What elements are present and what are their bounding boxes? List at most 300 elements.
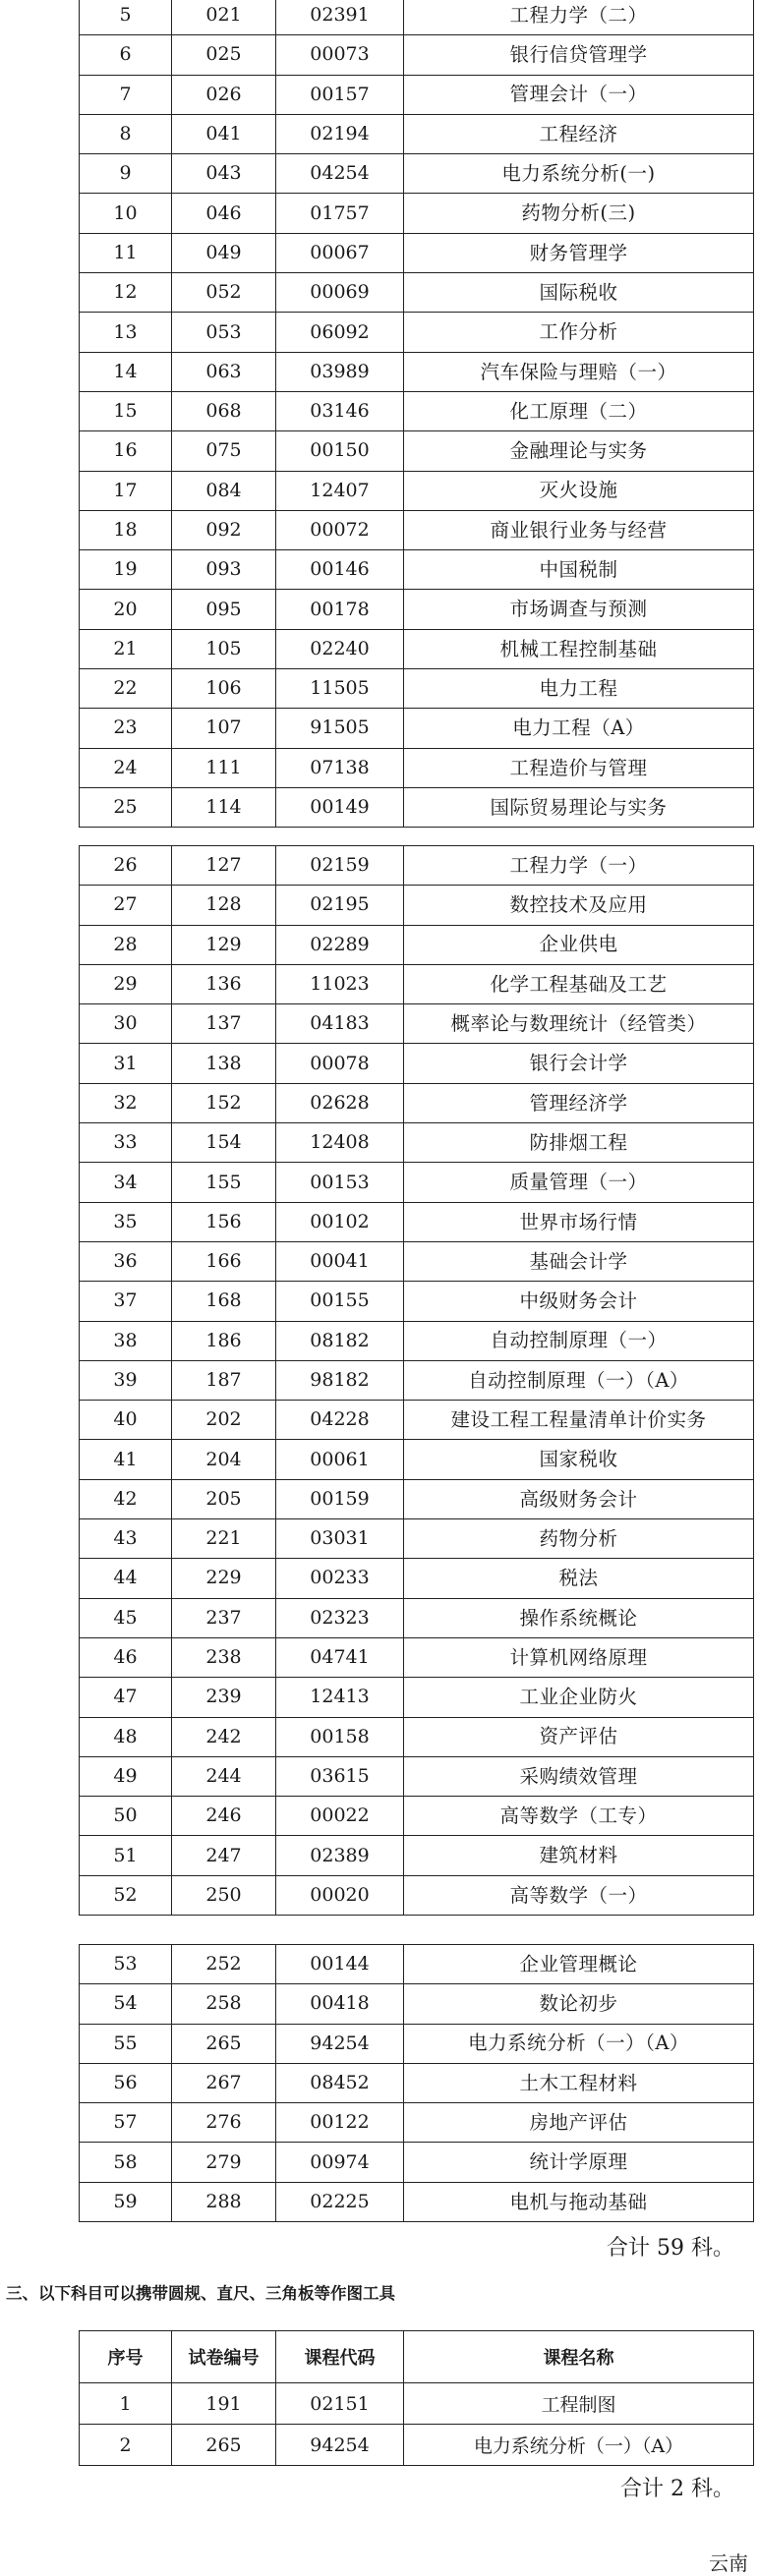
cell-paper-number: 152: [172, 1083, 276, 1122]
cell-course-code: 02389: [276, 1836, 404, 1875]
cell-course-name: 银行会计学: [404, 1044, 754, 1083]
cell-course-name: 高等数学（工专）: [404, 1797, 754, 1836]
table-row: [80, 1004, 754, 1044]
cell-course-code: 00069: [276, 273, 404, 313]
cell-paper-number: 063: [172, 352, 276, 391]
cell-course-code: 02159: [276, 846, 404, 886]
cell-paper-number: 026: [172, 75, 276, 114]
cell-index: 45: [80, 1598, 172, 1637]
table-row: [80, 2425, 754, 2466]
table-body: [80, 0, 754, 828]
cell-index: 55: [80, 2024, 172, 2063]
cell-index: 54: [80, 1984, 172, 2024]
table-row: [80, 1984, 754, 2024]
table-row: [80, 709, 754, 748]
cell-paper-number: 137: [172, 1004, 276, 1044]
cell-course-code: 00067: [276, 233, 404, 272]
cell-course-name: 国家税收: [404, 1440, 754, 1479]
course-table-part3: [79, 1944, 754, 2222]
cell-paper-number: 168: [172, 1282, 276, 1321]
cell-index: 40: [80, 1401, 172, 1440]
table-row: [80, 787, 754, 827]
table-row: [80, 1401, 754, 1440]
cell-course-code: 12413: [276, 1678, 404, 1717]
table-row: [80, 471, 754, 510]
cell-index: 51: [80, 1836, 172, 1875]
cell-course-code: 12407: [276, 471, 404, 510]
cell-course-name: 市场调查与预测: [404, 590, 754, 629]
cell-index: 6: [80, 35, 172, 75]
cell-course-code: 00159: [276, 1479, 404, 1518]
cell-paper-number: 238: [172, 1637, 276, 1677]
cell-course-code: 11505: [276, 669, 404, 709]
cell-course-name: 自动控制原理（一）（A）: [404, 1360, 754, 1400]
cell-course-name: 工程造价与管理: [404, 748, 754, 787]
cell-index: 12: [80, 273, 172, 313]
cell-course-name: 财务管理学: [404, 233, 754, 272]
cell-course-name: 数论初步: [404, 1984, 754, 2024]
cell-paper-number: 250: [172, 1875, 276, 1915]
cell-index: 34: [80, 1163, 172, 1202]
table-row: [80, 1637, 754, 1677]
table-row: [80, 1044, 754, 1083]
cell-course-code: 03989: [276, 352, 404, 391]
cell-paper-number: 129: [172, 925, 276, 964]
cell-course-name: 药物分析: [404, 1519, 754, 1559]
cell-index: 42: [80, 1479, 172, 1518]
cell-course-code: 02151: [276, 2383, 404, 2425]
cell-index: 17: [80, 471, 172, 510]
cell-course-name: 世界市场行情: [404, 1202, 754, 1241]
cell-course-code: 02323: [276, 1598, 404, 1637]
cell-paper-number: 187: [172, 1360, 276, 1400]
table-row: [80, 1479, 754, 1518]
cell-course-name: 汽车保险与理赔（一）: [404, 352, 754, 391]
cell-course-code: 02289: [276, 925, 404, 964]
cell-paper-number: 093: [172, 550, 276, 590]
cell-course-code: 06092: [276, 313, 404, 352]
cell-course-name: 建筑材料: [404, 1836, 754, 1875]
cell-course-name: 采购绩效管理: [404, 1756, 754, 1796]
cell-paper-number: 046: [172, 194, 276, 233]
cell-course-code: 00149: [276, 787, 404, 827]
cell-index: 41: [80, 1440, 172, 1479]
cell-course-code: 04254: [276, 154, 404, 194]
cell-paper-number: 288: [172, 2182, 276, 2221]
table-row: [80, 1598, 754, 1637]
cell-index: 37: [80, 1282, 172, 1321]
cell-paper-number: 186: [172, 1321, 276, 1360]
cell-index: 36: [80, 1241, 172, 1281]
table-row: [80, 1756, 754, 1796]
cell-index: 15: [80, 391, 172, 430]
cell-course-code: 00078: [276, 1044, 404, 1083]
cell-course-code: 02194: [276, 114, 404, 153]
table-row: [80, 886, 754, 925]
cell-course-name: 操作系统概论: [404, 1598, 754, 1637]
cell-paper-number: 136: [172, 964, 276, 1003]
cell-course-code: 91505: [276, 709, 404, 748]
table-row: [80, 846, 754, 886]
cell-paper-number: 205: [172, 1479, 276, 1518]
cell-index: 23: [80, 709, 172, 748]
cell-index: 32: [80, 1083, 172, 1122]
cell-course-name: 基础会计学: [404, 1241, 754, 1281]
cell-index: 38: [80, 1321, 172, 1360]
cell-course-name: 电力系统分析（一）（A）: [404, 2425, 754, 2466]
table-row: [80, 2103, 754, 2143]
cell-paper-number: 252: [172, 1945, 276, 1984]
cell-course-code: 00022: [276, 1797, 404, 1836]
cell-paper-number: 155: [172, 1163, 276, 1202]
course-table-part2: [79, 845, 754, 1916]
cell-index: 18: [80, 510, 172, 549]
cell-paper-number: 156: [172, 1202, 276, 1241]
cell-paper-number: 075: [172, 431, 276, 471]
cell-paper-number: 202: [172, 1401, 276, 1440]
cell-course-code: 04183: [276, 1004, 404, 1044]
cell-index: 53: [80, 1945, 172, 1984]
table-row: [80, 1678, 754, 1717]
table-row: [80, 154, 754, 194]
cell-paper-number: 106: [172, 669, 276, 709]
cell-paper-number: 092: [172, 510, 276, 549]
cell-course-code: 12408: [276, 1123, 404, 1163]
cell-course-code: 00072: [276, 510, 404, 549]
cell-index: 27: [80, 886, 172, 925]
table-row: [80, 233, 754, 272]
cell-course-name: 国际贸易理论与实务: [404, 787, 754, 827]
cell-index: 14: [80, 352, 172, 391]
cell-paper-number: 053: [172, 313, 276, 352]
cell-paper-number: 111: [172, 748, 276, 787]
cell-course-code: 00102: [276, 1202, 404, 1241]
cell-paper-number: 049: [172, 233, 276, 272]
cell-course-name: 工业企业防火: [404, 1678, 754, 1717]
table-row: [80, 431, 754, 471]
cell-course-name: 统计学原理: [404, 2143, 754, 2182]
cell-course-code: 00155: [276, 1282, 404, 1321]
cell-course-name: 商业银行业务与经营: [404, 510, 754, 549]
table-row: [80, 1083, 754, 1122]
table-row: [80, 1321, 754, 1360]
cell-course-name: 高等数学（一）: [404, 1875, 754, 1915]
cell-index: 30: [80, 1004, 172, 1044]
cell-course-code: 02628: [276, 1083, 404, 1122]
cell-course-code: 04741: [276, 1637, 404, 1677]
cell-index: 39: [80, 1360, 172, 1400]
table-row: [80, 510, 754, 549]
cell-paper-number: 267: [172, 2063, 276, 2102]
cell-index: 28: [80, 925, 172, 964]
cell-course-code: 02195: [276, 886, 404, 925]
table-body: [80, 846, 754, 1916]
cell-paper-number: 279: [172, 2143, 276, 2182]
cell-paper-number: 221: [172, 1519, 276, 1559]
table-row: [80, 1519, 754, 1559]
cell-course-code: 94254: [276, 2425, 404, 2466]
cell-course-code: 00061: [276, 1440, 404, 1479]
cell-course-code: 00041: [276, 1241, 404, 1281]
table-row: [80, 1836, 754, 1875]
cell-index: 59: [80, 2182, 172, 2221]
table-header-row: [80, 2331, 754, 2383]
table-row: [80, 1440, 754, 1479]
table-row: [80, 2182, 754, 2221]
cell-course-name: 化学工程基础及工艺: [404, 964, 754, 1003]
cell-course-code: 00146: [276, 550, 404, 590]
table-row: [80, 964, 754, 1003]
cell-course-code: 07138: [276, 748, 404, 787]
table-row: [80, 1360, 754, 1400]
header-paper-number: 试卷编号: [172, 2331, 276, 2383]
cell-index: 20: [80, 590, 172, 629]
table-body: [80, 1945, 754, 2222]
section-heading: 三、以下科目可以携带圆规、直尺、三角板等作图工具: [6, 2284, 395, 2303]
cell-course-code: 00158: [276, 1717, 404, 1756]
table-row: [80, 2024, 754, 2063]
cell-index: 57: [80, 2103, 172, 2143]
cell-index: 8: [80, 114, 172, 153]
cell-course-name: 化工原理（二）: [404, 391, 754, 430]
cell-course-name: 自动控制原理（一）: [404, 1321, 754, 1360]
cell-course-code: 00073: [276, 35, 404, 75]
table-row: [80, 313, 754, 352]
cell-course-name: 中级财务会计: [404, 1282, 754, 1321]
cell-index: 52: [80, 1875, 172, 1915]
cell-course-code: 02225: [276, 2182, 404, 2221]
cell-paper-number: 138: [172, 1044, 276, 1083]
cell-paper-number: 237: [172, 1598, 276, 1637]
cell-course-code: 00974: [276, 2143, 404, 2182]
cell-paper-number: 127: [172, 846, 276, 886]
cell-course-code: 00157: [276, 75, 404, 114]
cell-paper-number: 229: [172, 1559, 276, 1598]
cell-index: 22: [80, 669, 172, 709]
cell-course-code: 03146: [276, 391, 404, 430]
header-index: 序号: [80, 2331, 172, 2383]
cell-paper-number: 166: [172, 1241, 276, 1281]
total-count-1: 合计 59 科。: [607, 2236, 734, 2261]
table-row: [80, 1123, 754, 1163]
cell-paper-number: 154: [172, 1123, 276, 1163]
cell-course-name: 管理会计（一）: [404, 75, 754, 114]
cell-index: 47: [80, 1678, 172, 1717]
cell-course-code: 00150: [276, 431, 404, 471]
cell-course-code: 00418: [276, 1984, 404, 2024]
cell-course-name: 计算机网络原理: [404, 1637, 754, 1677]
cell-course-name: 工程经济: [404, 114, 754, 153]
cell-paper-number: 021: [172, 0, 276, 35]
cell-course-name: 建设工程工程量清单计价实务: [404, 1401, 754, 1440]
cell-course-code: 08182: [276, 1321, 404, 1360]
cell-course-code: 02240: [276, 629, 404, 668]
cell-paper-number: 043: [172, 154, 276, 194]
cell-course-name: 工作分析: [404, 313, 754, 352]
cell-index: 2: [80, 2425, 172, 2466]
cell-course-code: 98182: [276, 1360, 404, 1400]
cell-course-code: 00144: [276, 1945, 404, 1984]
cell-index: 25: [80, 787, 172, 827]
cell-index: 43: [80, 1519, 172, 1559]
cell-course-name: 管理经济学: [404, 1083, 754, 1122]
table-body: [80, 2383, 754, 2466]
header-course-name: 课程名称: [404, 2331, 754, 2383]
total-count-2: 合计 2 科。: [620, 2477, 734, 2501]
cell-course-code: 02391: [276, 0, 404, 35]
cell-course-name: 土木工程材料: [404, 2063, 754, 2102]
cell-index: 58: [80, 2143, 172, 2182]
table-row: [80, 114, 754, 153]
table-row: [80, 550, 754, 590]
cell-course-name: 药物分析(三): [404, 194, 754, 233]
table-row: [80, 75, 754, 114]
cell-paper-number: 276: [172, 2103, 276, 2143]
table-row: [80, 352, 754, 391]
cell-index: 9: [80, 154, 172, 194]
cell-course-code: 94254: [276, 2024, 404, 2063]
cell-paper-number: 084: [172, 471, 276, 510]
cell-course-code: 00178: [276, 590, 404, 629]
cell-course-name: 灭火设施: [404, 471, 754, 510]
cell-course-name: 工程力学（一）: [404, 846, 754, 886]
cell-index: 1: [80, 2383, 172, 2425]
cell-course-name: 数控技术及应用: [404, 886, 754, 925]
table-row: [80, 1875, 754, 1915]
cell-course-code: 08452: [276, 2063, 404, 2102]
cell-paper-number: 052: [172, 273, 276, 313]
cell-index: 11: [80, 233, 172, 272]
table-row: [80, 1717, 754, 1756]
cell-index: 50: [80, 1797, 172, 1836]
cell-paper-number: 258: [172, 1984, 276, 2024]
cell-course-code: 11023: [276, 964, 404, 1003]
table-row: [80, 2383, 754, 2425]
cell-course-name: 国际税收: [404, 273, 754, 313]
cell-course-code: 03615: [276, 1756, 404, 1796]
cell-course-name: 概率论与数理统计（经管类）: [404, 1004, 754, 1044]
cell-paper-number: 239: [172, 1678, 276, 1717]
cell-index: 19: [80, 550, 172, 590]
cell-course-name: 电力工程（A）: [404, 709, 754, 748]
cell-paper-number: 025: [172, 35, 276, 75]
drawing-tools-table: [79, 2330, 754, 2466]
cell-paper-number: 246: [172, 1797, 276, 1836]
cell-course-name: 电力系统分析（一）（A）: [404, 2024, 754, 2063]
cell-paper-number: 265: [172, 2425, 276, 2466]
cell-course-code: 00153: [276, 1163, 404, 1202]
cell-index: 33: [80, 1123, 172, 1163]
cell-paper-number: 204: [172, 1440, 276, 1479]
cell-paper-number: 114: [172, 787, 276, 827]
table-row: [80, 748, 754, 787]
cell-course-code: 00233: [276, 1559, 404, 1598]
cell-course-code: 04228: [276, 1401, 404, 1440]
table-row: [80, 1797, 754, 1836]
cell-course-name: 质量管理（一）: [404, 1163, 754, 1202]
cell-course-name: 金融理论与实务: [404, 431, 754, 471]
cell-course-name: 中国税制: [404, 550, 754, 590]
table-row: [80, 1241, 754, 1281]
cell-course-code: 00020: [276, 1875, 404, 1915]
cell-course-code: 03031: [276, 1519, 404, 1559]
cell-index: 35: [80, 1202, 172, 1241]
table-row: [80, 925, 754, 964]
cell-index: 24: [80, 748, 172, 787]
cell-index: 46: [80, 1637, 172, 1677]
table-row: [80, 1559, 754, 1598]
cell-course-name: 房地产评估: [404, 2103, 754, 2143]
cell-index: 26: [80, 846, 172, 886]
cell-index: 56: [80, 2063, 172, 2102]
table-row: [80, 1202, 754, 1241]
cell-course-name: 防排烟工程: [404, 1123, 754, 1163]
cell-course-code: 00122: [276, 2103, 404, 2143]
table-row: [80, 1163, 754, 1202]
cell-index: 49: [80, 1756, 172, 1796]
cell-course-name: 电力系统分析(一): [404, 154, 754, 194]
cell-paper-number: 244: [172, 1756, 276, 1796]
cell-course-name: 机械工程控制基础: [404, 629, 754, 668]
cell-course-name: 税法: [404, 1559, 754, 1598]
cell-course-code: 01757: [276, 194, 404, 233]
cell-course-name: 电力工程: [404, 669, 754, 709]
table-row: [80, 1945, 754, 1984]
cell-paper-number: 247: [172, 1836, 276, 1875]
table-row: [80, 629, 754, 668]
cell-course-name: 工程力学（二）: [404, 0, 754, 35]
table-row: [80, 2143, 754, 2182]
table-row: [80, 35, 754, 75]
cell-course-name: 电机与拖动基础: [404, 2182, 754, 2221]
cell-course-name: 银行信贷管理学: [404, 35, 754, 75]
cell-index: 16: [80, 431, 172, 471]
cell-index: 31: [80, 1044, 172, 1083]
cell-index: 10: [80, 194, 172, 233]
cell-course-name: 高级财务会计: [404, 1479, 754, 1518]
course-table-part1: [79, 0, 754, 828]
cell-index: 21: [80, 629, 172, 668]
header-course-code: 课程代码: [276, 2331, 404, 2383]
cell-paper-number: 128: [172, 886, 276, 925]
table-row: [80, 590, 754, 629]
cell-paper-number: 068: [172, 391, 276, 430]
cell-paper-number: 107: [172, 709, 276, 748]
cell-index: 44: [80, 1559, 172, 1598]
cell-paper-number: 191: [172, 2383, 276, 2425]
page-corner-text: 云南: [709, 2551, 748, 2575]
table-row: [80, 2063, 754, 2102]
cell-course-name: 企业管理概论: [404, 1945, 754, 1984]
table-row: [80, 273, 754, 313]
cell-paper-number: 265: [172, 2024, 276, 2063]
cell-paper-number: 242: [172, 1717, 276, 1756]
cell-paper-number: 041: [172, 114, 276, 153]
cell-index: 29: [80, 964, 172, 1003]
table-row: [80, 669, 754, 709]
cell-index: 13: [80, 313, 172, 352]
cell-index: 5: [80, 0, 172, 35]
cell-course-name: 工程制图: [404, 2383, 754, 2425]
table-row: [80, 1282, 754, 1321]
table-row: [80, 194, 754, 233]
cell-paper-number: 095: [172, 590, 276, 629]
cell-course-name: 资产评估: [404, 1717, 754, 1756]
cell-course-name: 企业供电: [404, 925, 754, 964]
cell-paper-number: 105: [172, 629, 276, 668]
table-row: [80, 0, 754, 35]
cell-index: 48: [80, 1717, 172, 1756]
